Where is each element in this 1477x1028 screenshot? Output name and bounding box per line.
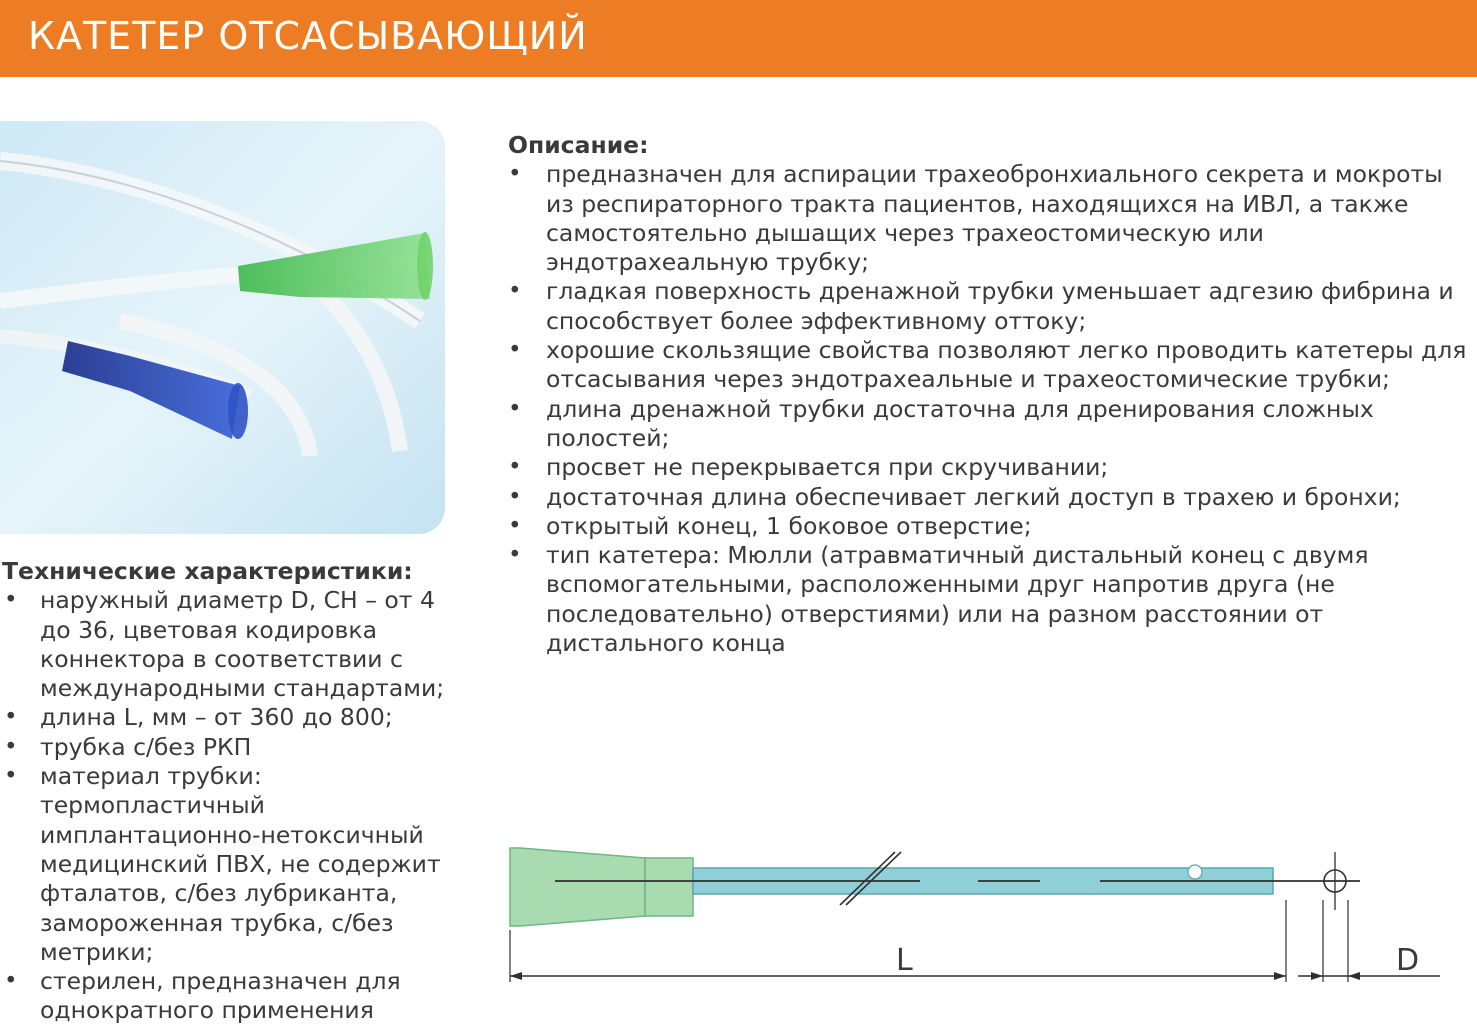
description-list	[508, 160, 1468, 658]
description-section	[508, 131, 1468, 658]
catheter-schematic	[500, 830, 1460, 994]
page-title: КАТЕТЕР ОТСАСЫВАЮЩИЙ	[28, 14, 588, 58]
list-item: • длина L, мм – от 360 до 800;	[2, 703, 472, 732]
list-item: • гладкая поверхность дренажной трубки уменьшает адгезию фибрина и способствует более эффективному оттоку;	[508, 277, 1468, 336]
schematic-connector-sleeve	[645, 858, 693, 916]
schematic-connector	[510, 848, 645, 926]
header-bar	[0, 0, 1477, 77]
list-item: • предназначен для аспирации трахеобронхиального секрета и мокроты из респираторного тракта пациентов, находящихся на ИВЛ, а также самостоятельно дышащих через трахеостомическую или эндотрахеальную трубку;	[508, 160, 1468, 277]
list-item: • хорошие скользящие свойства позволяют легко проводить катетеры для отсасывания через эндотрахеальные и трахеостомические трубки;	[508, 336, 1468, 395]
catheter-photo-icon	[0, 121, 445, 534]
list-item: • трубка с/без РКП	[2, 733, 472, 762]
description-heading: Описание:	[508, 131, 649, 159]
schematic-side-hole	[1188, 865, 1202, 879]
list-item: • наружный диаметр D, CH – от 4 до 36, цветовая кодировка коннектора в соответствии с международными стандартами;	[2, 586, 472, 703]
list-item: • длина дренажной трубки достаточна для дренирования сложных полостей;	[508, 395, 1468, 454]
length-label: L	[896, 943, 913, 978]
list-item: • открытый конец, 1 боковое отверстие;	[508, 512, 1468, 541]
technical-section	[2, 557, 472, 1026]
list-item: • тип катетера: Мюлли (атравматичный дистальный конец с двумя вспомогательными, расположенными друг напротив друга (не последовательно) отверстиями) или на разном расстоянии от дистального конца	[508, 541, 1468, 658]
list-item: • стерилен, предназначен для однократного применения	[2, 967, 472, 1026]
list-item: • просвет не перекрывается при скручивании;	[508, 453, 1468, 482]
list-item: • достаточная длина обеспечивает легкий доступ в трахею и бронхи;	[508, 483, 1468, 512]
technical-heading: Технические характеристики:	[2, 557, 413, 585]
list-item: • материал трубки: термопластичный имплантационно-нетоксичный медицинский ПВХ, не содержит фталатов, с/без лубриканта, замороженная трубка, с/без метрики;	[2, 762, 472, 967]
technical-list	[2, 586, 472, 1025]
diameter-label: D	[1396, 943, 1420, 978]
catheter-photo	[0, 121, 445, 534]
